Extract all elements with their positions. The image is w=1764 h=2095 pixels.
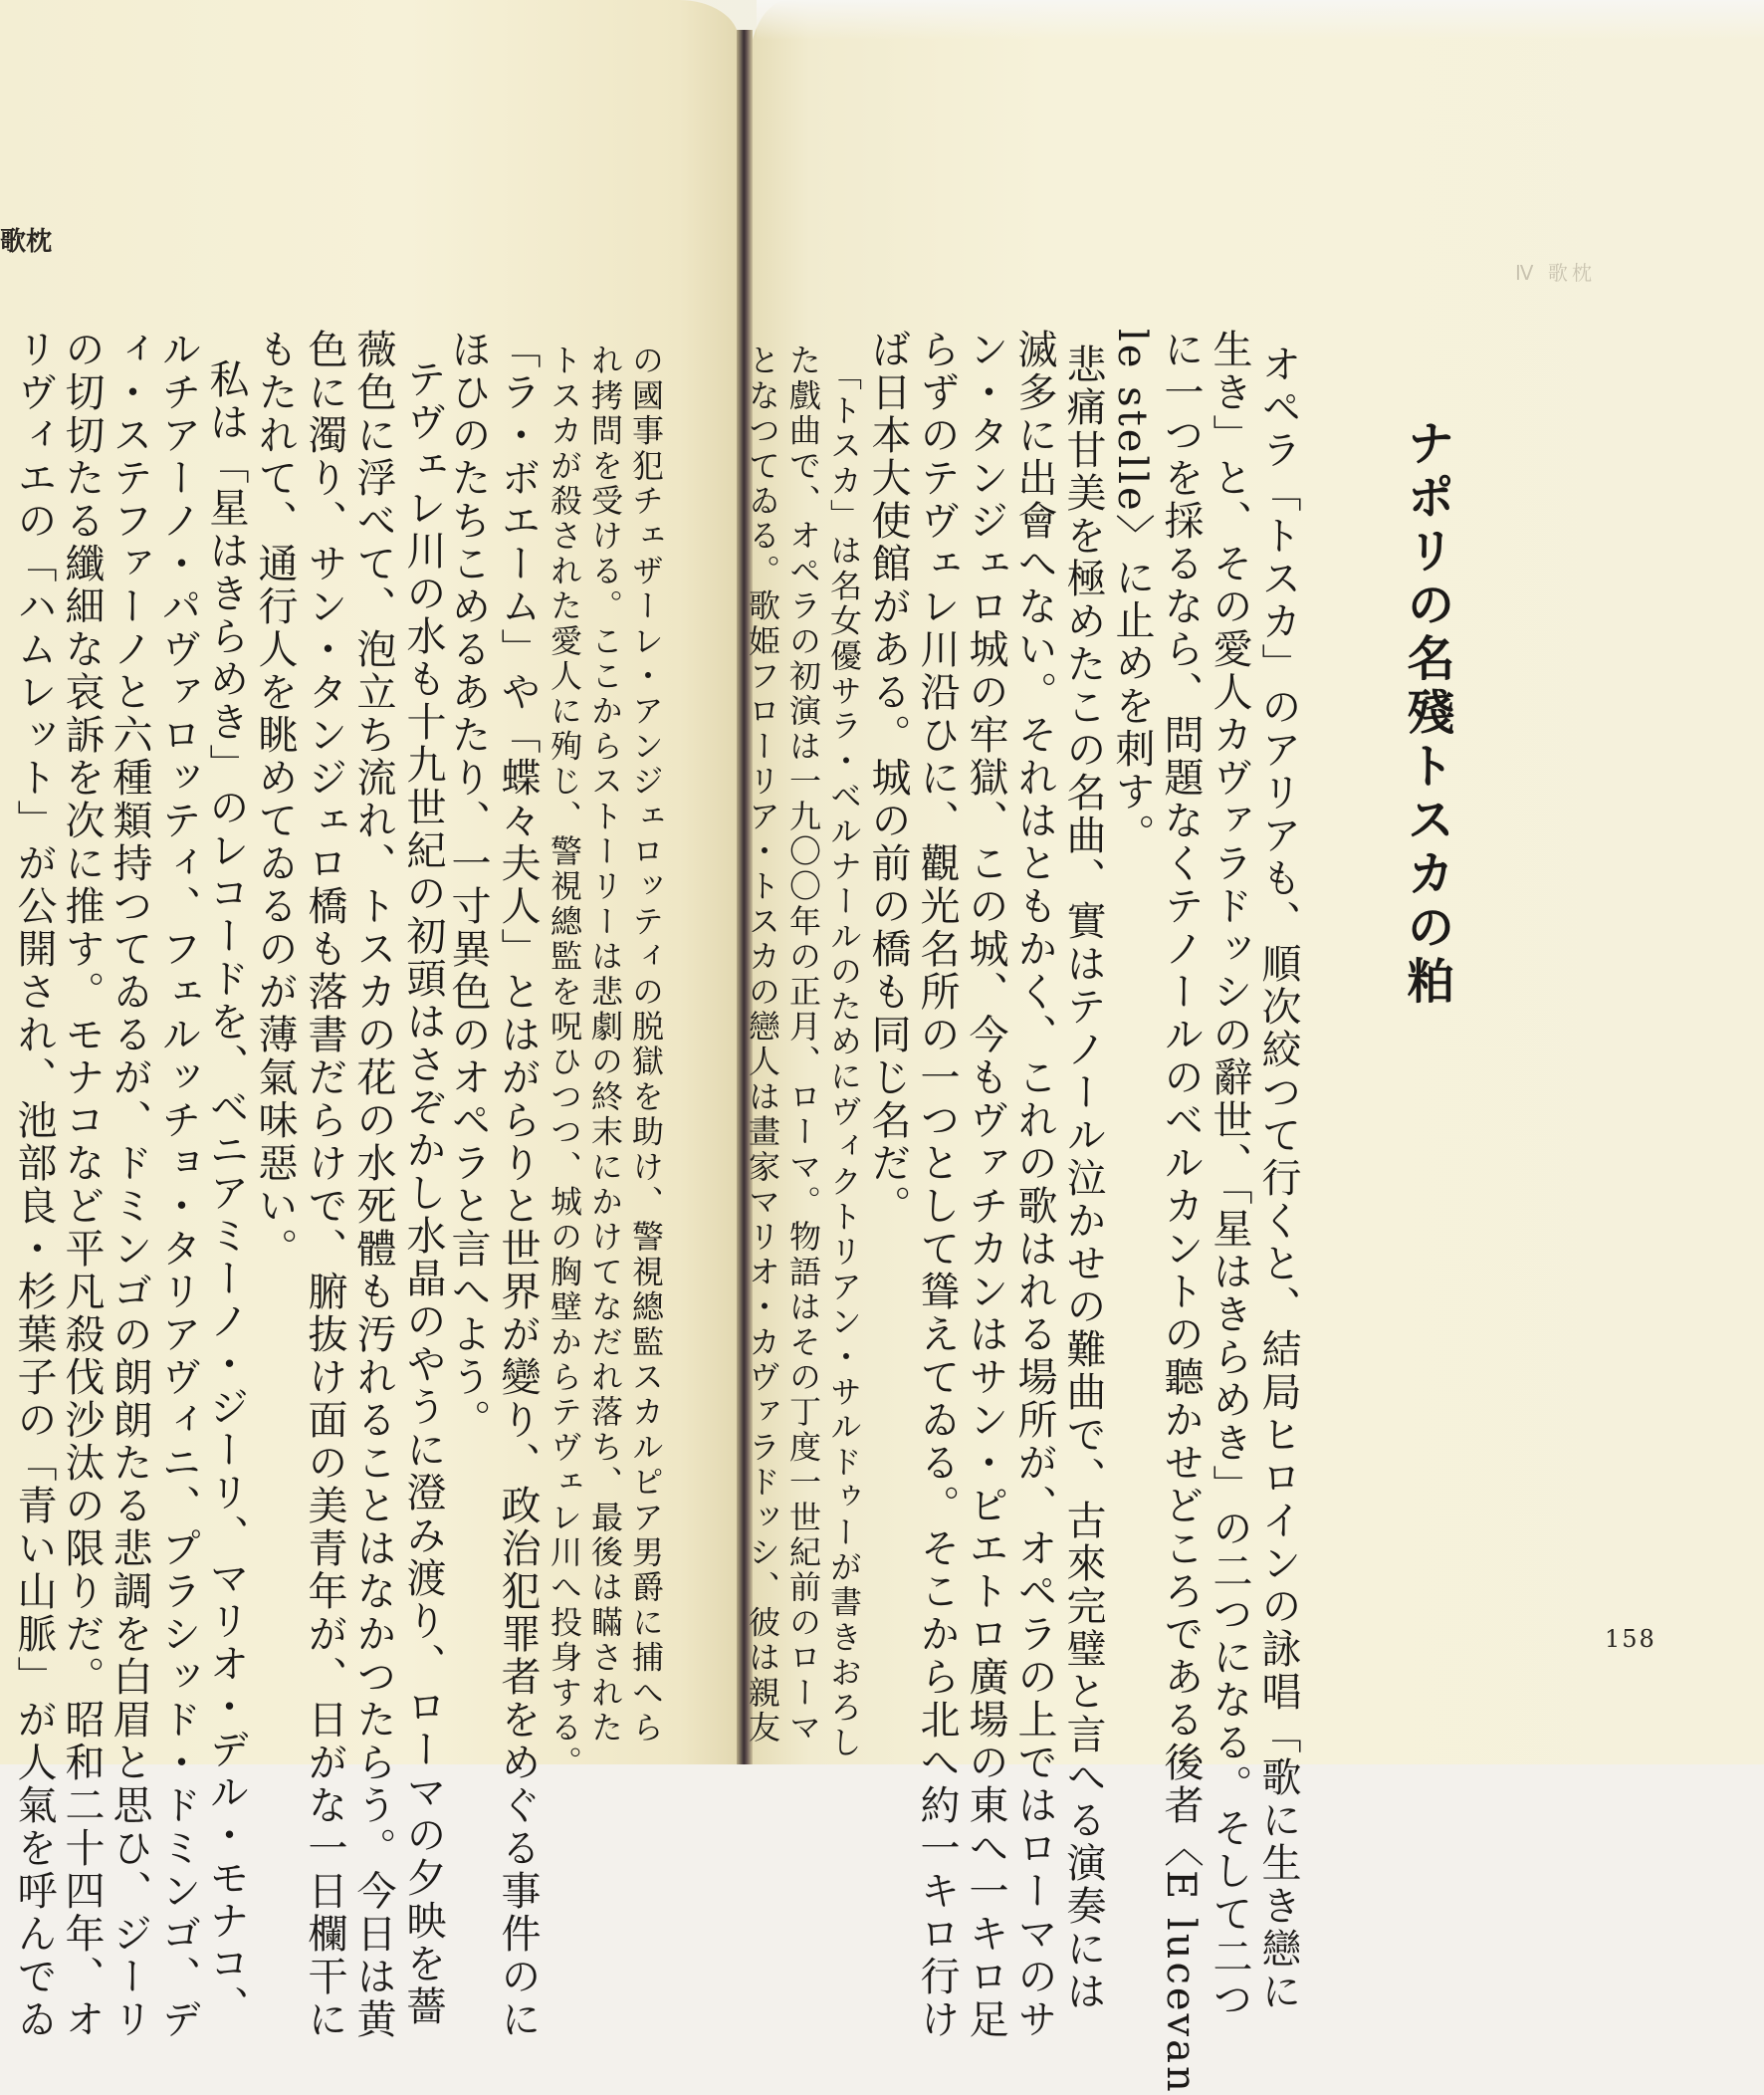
right-text-column: に一つを採るなら、問題なくテノールのベルカントの聽かせどころである後者〈E lucevan	[1158, 329, 1204, 2095]
chapter-heading: ナポリの名殘トスカの粕	[1399, 418, 1454, 1010]
left-text-column: 色に濁り、サン・タンジェロ橋も落書だらけで、腑抜け面の美青年が、日がな一日欄干に	[302, 329, 347, 2041]
running-head: 歌枕	[0, 227, 53, 257]
right-text-column: らずのテヴェレ川沿ひに、觀光名所の一つとして聳えてゐる。そこから北へ約一キロ行け	[914, 329, 960, 2041]
page-number: 158	[1605, 1625, 1656, 1653]
left-text-column: ほひのたちこめるあたり、一寸異色のオペラと言へよう。	[445, 329, 491, 1442]
left-text-column: ィ・ステファーノと六種類持つてゐるが、ドミンゴの朗朗たる悲調を白眉と思ひ、ジーリ	[107, 329, 152, 2041]
right-text-column: た戲曲で、オペラの初演は一九〇〇年の正月、ローマ。物語はその丁度一世紀前のローマ	[784, 344, 822, 1746]
left-text-column: トスカが殺された愛人に殉じ、警視總監を呪ひつつ、城の胸壁からテヴェレ川へ投身する。	[546, 344, 583, 1781]
right-text-column: オペラ「トスカ」のアリアも、順次絞つて行くと、結局ヒロインの詠唱「歌に生き戀に	[1255, 344, 1301, 2013]
left-text-column: テヴェレ川の水も十九世紀の初頭はさぞかし水晶のやうに澄み渡り、ローマの夕映を薔	[400, 358, 446, 2028]
right-text-column: 「トスカ」は名女優サラ・ベルナールのためにヴィクトリアン・サルドゥーが書きおろし	[825, 358, 863, 1760]
left-text-column: 薇色に浮べて、泡立ち流れ、トスカの花の水死體も汚れることはなかつたらう。今日は黄	[350, 329, 396, 2041]
right-text-column: 滅多に出會へない。それはともかく、これの歌はれる場所が、オペラの上ではローマのサ	[1011, 329, 1057, 2041]
right-text-column: 生き」と、その愛人カヴァラドッシの辭世、「星はきらめき」の二つになる。そして二つ	[1207, 329, 1252, 2021]
left-text-column: の切切たる纖細な哀訴を次に推す。モナコなど平凡殺伐沙汰の限りだ。昭和二十四年、オ	[59, 329, 105, 2041]
right-text-column: le stelle〉に止めを刺す。	[1109, 329, 1155, 856]
left-text-column: れ拷問を受ける。ここからストーリーは悲劇の終末にかけてなだれ落ち、最後は瞞された	[586, 344, 624, 1746]
left-text-column: リヴィエの「ハムレット」が公開され、池部良・杉葉子の「青い山脈」が人氣を呼んでゐ	[11, 329, 57, 2041]
left-text-column: ルチアーノ・パヴァロッティ、フェルッチョ・タリアヴィニ、プラシッド・ドミンゴ、デ	[155, 329, 201, 2041]
page-top-highlight	[757, 0, 1764, 40]
right-text-column: 悲痛甘美を極めたこの名曲、實はテノール泣かせの難曲で、古來完璧と言へる演奏には	[1060, 344, 1106, 2013]
right-text-column: となつてゐる。歌姫フローリア・トスカの戀人は畫家マリオ・カヴァラドッシ、彼は親友	[744, 344, 781, 1746]
left-text-column: の國事犯チェザーレ・アンジェロッティの脱獄を助け、警視總監スカルピア男爵に捕へら	[627, 344, 665, 1746]
right-text-column: ン・タンジェロ城の牢獄、この城、今もヴァチカンはサン・ピエトロ廣場の東へ一キロ足	[963, 329, 1008, 2041]
left-text-column: 「ラ・ボエーム」や「蝶々夫人」とはがらりと世界が變り、政治犯罪者をめぐる事件のに	[495, 329, 541, 2041]
left-text-column: もたれて、通行人を眺めてゐるのが薄氣味惡い。	[252, 329, 298, 1271]
left-text-column: 私は「星はきらめき」のレコードを、ベニアミーノ・ジーリ、マリオ・デル・モナコ、	[203, 358, 249, 2028]
faint-running-head: Ⅳ 歌枕	[1515, 261, 1596, 285]
right-text-column: ば日本大使館がある。城の前の橋も同じ名だ。	[865, 329, 911, 1228]
